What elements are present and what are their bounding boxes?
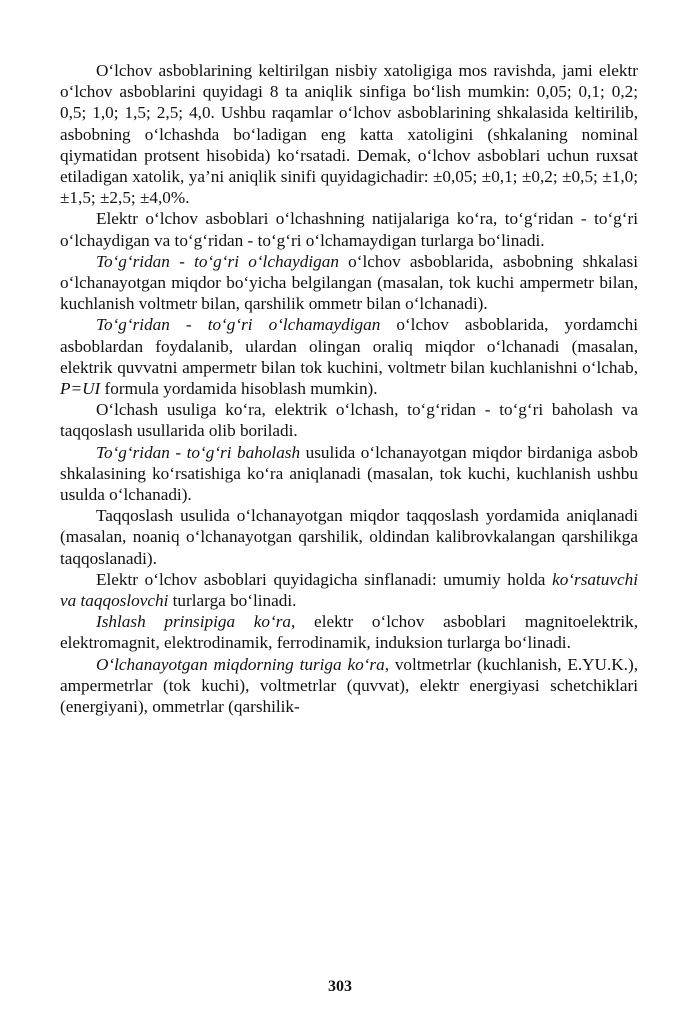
paragraph xyxy=(60,505,638,569)
italic-term: To‘g‘ridan - to‘g‘ri o‘lchaydigan xyxy=(96,251,339,271)
paragraph xyxy=(60,314,638,399)
paragraph xyxy=(60,251,638,315)
italic-term: To‘g‘ridan - to‘g‘ri o‘lchamaydigan xyxy=(96,315,381,335)
text-run: O‘lchash usuliga ko‘ra, elektrik o‘lchash, to‘g‘ridan - to‘g‘ri baholash va taqqoslash usullarida olib boriladi. xyxy=(60,400,638,441)
text-run: o‘lchov asboblarida, asbobning shkalasi o‘lchanayotgan miqdor bo‘yicha belgilangan (masalan, tok kuchi ampermetr bilan, kuchlanish voltmetr bilan, qarshilik ommetr bilan o‘lchanadi). xyxy=(60,251,638,314)
text-run: Elektr o‘lchov asboblari o‘lchashning natijalariga ko‘ra, to‘g‘ridan - to‘g‘ri o‘lchaydigan va to‘g‘ridan - to‘g‘ri o‘lchamaydigan turlarga bo‘linadi. xyxy=(60,209,638,250)
text-run: usulida o‘lchanayotgan miqdor birdaniga asbob shkalasining ko‘rsatishiga ko‘ra aniqlanadi (masalan, tok kuchi, kuchlanish ushbu usulda o‘lchanadi). xyxy=(60,442,639,505)
paragraph xyxy=(60,569,638,611)
italic-term: To‘g‘ridan - to‘g‘ri baholash xyxy=(96,442,301,462)
page-number: 303 xyxy=(328,978,352,995)
paragraph xyxy=(60,399,638,441)
text-run: Taqqoslash usulida o‘lchanayotgan miqdor taqqoslash yordamida aniqlanadi (masalan, noaniq o‘lchanayotgan qarshilik, oldindan kalibrovkalangan qarshilikga taqqoslanadi). xyxy=(60,506,638,568)
text-run: Elektr o‘lchov asboblari quyidagicha sinflanadi: umumiy holda xyxy=(96,569,553,589)
paragraph xyxy=(60,60,638,208)
paragraph xyxy=(60,654,638,718)
italic-term: ko‘rsatuvchi va taqqoslovchi xyxy=(60,569,638,611)
italic-term: Ishlash prinsipiga ko‘ra xyxy=(96,612,292,632)
text-run: O‘lchov asboblarining keltirilgan nisbiy xatoligiga mos ravishda, jami elektr o‘lchov asboblarini quyidagi 8 ta aniqlik sinfiga bo‘lish mumkin: 0,05; 0,1; 0,2; 0,5; 1,0; 1,5; 2,5; 4,0. Ushbu raqamlar o‘lchov asboblarining shkalasida keltirilib, asbobning o‘lchashda bo‘ladigan eng katta xatoligini (shkalaning nominal qiymatidan protsent hisobida) ko‘rsatadi. Demak, o‘lchov asboblari uchun ruxsat etiladigan xatolik, ya’ni aniqlik sinifi quyidagichadir: ±0,05; ±0,1; ±0,2; ±0,5; ±1,0; ±1,5; ±2,5; ±4,0%. xyxy=(60,61,638,208)
paragraph xyxy=(60,611,638,653)
text-run: , voltmetrlar (kuchlanish, E.YU.K.), ampermetrlar (tok kuchi), voltmetrlar (quvvat), elektr energiyasi schetchiklari (energiyani), ommetrlar (qarshilik- xyxy=(60,654,638,717)
text-run: , elektr o‘lchov asboblari magnitoelektrik, elektromagnit, elektrodinamik, ferrodinamik, induksion turlarga bo‘linadi. xyxy=(60,612,639,653)
document-body xyxy=(60,60,638,717)
italic-term: P=UI xyxy=(60,379,101,399)
text-run: formula yordamida hisoblash mumkin). xyxy=(100,379,378,399)
italic-term: O‘lchanayotgan miqdorning turiga ko‘ra xyxy=(96,654,385,674)
text-run: turlarga bo‘linadi. xyxy=(168,591,297,611)
text-run: o‘lchov asboblarida, yordamchi asboblardan foydalanib, ulardan olingan oraliq miqdor o‘lchanadi (masalan, elektrik quvvatni ampermetr bilan tok kuchini, voltmetr bilan kuchlanishni o‘lchab, xyxy=(60,315,638,377)
paragraph xyxy=(60,208,638,250)
paragraph xyxy=(60,442,638,506)
